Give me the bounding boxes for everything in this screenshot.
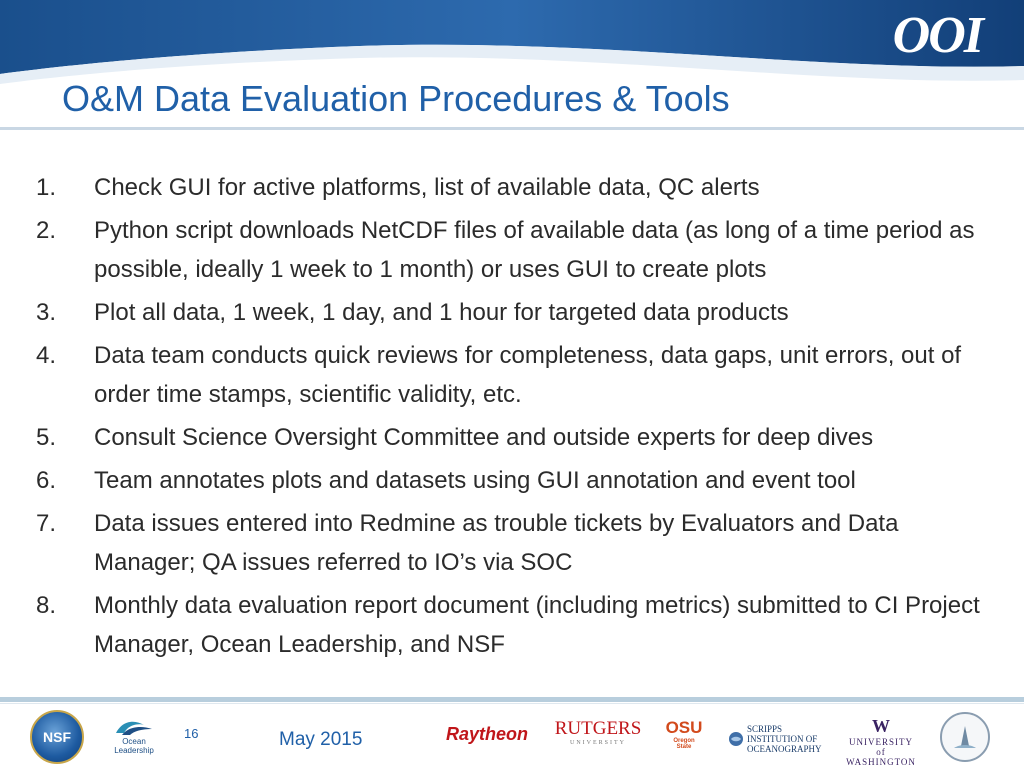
- title-divider: [0, 127, 1024, 130]
- lighthouse-icon: [950, 722, 980, 752]
- list-text: Python script downloads NetCDF files of available data (as long of a time period as possible, ideally 1 week to 1 month) or uses GUI to create plots: [94, 217, 975, 283]
- list-item: [36, 336, 996, 414]
- uw-logo: [844, 716, 918, 767]
- osu-sublabel: Oregon State: [673, 738, 695, 750]
- list-item: [36, 461, 996, 500]
- uw-letter: W: [872, 716, 890, 736]
- list-item: [36, 293, 996, 332]
- osu-label: OSU: [665, 718, 703, 737]
- footer-divider-thin: [0, 703, 1024, 704]
- list-item: [36, 211, 996, 289]
- footer-divider: [0, 697, 1024, 702]
- list-text: Team annotates plots and datasets using GUI annotation and event tool: [94, 467, 856, 494]
- list-number: 6.: [36, 467, 57, 494]
- list-item: [36, 168, 996, 207]
- list-text: Check GUI for active platforms, list of available data, QC alerts: [94, 174, 760, 201]
- uw-line1: UNIVERSITY of: [849, 737, 913, 757]
- presentation-date: May 2015: [279, 729, 363, 750]
- ocean-leadership-label: Ocean Leadership: [114, 737, 154, 755]
- list-text: Consult Science Oversight Committee and outside experts for deep dives: [94, 424, 874, 451]
- scripps-label: SCRIPPS INSTITUTION OF OCEANOGRAPHY: [747, 724, 822, 754]
- uw-line2: WASHINGTON: [846, 757, 916, 767]
- page-number: 16: [184, 726, 199, 741]
- list-number: 4.: [36, 342, 57, 369]
- list-number: 7.: [36, 510, 57, 537]
- list-text: Monthly data evaluation report document (including metrics) submitted to CI Project Manager, Ocean Leadership, and NSF: [94, 592, 980, 658]
- list-text: Data team conducts quick reviews for completeness, data gaps, unit errors, out of order time stamps, scientific validity, etc.: [94, 342, 962, 408]
- list-item: [36, 504, 996, 582]
- institution-seal-icon: [940, 712, 990, 762]
- list-item: [36, 586, 996, 664]
- wave-icon: [114, 717, 154, 737]
- list-text: Plot all data, 1 week, 1 day, and 1 hour for targeted data products: [94, 299, 789, 326]
- rutgers-logo: [554, 718, 642, 746]
- scripps-logo: [728, 724, 822, 754]
- list-number: 5.: [36, 424, 57, 451]
- nsf-logo: NSF: [30, 710, 84, 764]
- ocean-leadership-logo: [104, 716, 164, 756]
- list-number: 8.: [36, 592, 57, 619]
- osu-logo: [666, 716, 702, 752]
- raytheon-logo: Raytheon: [446, 724, 529, 744]
- list-item: [36, 418, 996, 457]
- procedure-list: [36, 168, 996, 668]
- list-text: Data issues entered into Redmine as trouble tickets by Evaluators and Data Manager; QA issues referred to IO’s via SOC: [94, 510, 899, 576]
- ooi-logo: OOI: [892, 7, 982, 64]
- list-number: 1.: [36, 174, 57, 201]
- globe-icon: [728, 731, 744, 747]
- rutgers-label: RUTGERS: [554, 718, 642, 739]
- rutgers-sublabel: UNIVERSITY: [570, 740, 626, 746]
- page-title: O&M Data Evaluation Procedures & Tools: [62, 78, 730, 119]
- list-number: 3.: [36, 299, 57, 326]
- list-number: 2.: [36, 217, 57, 244]
